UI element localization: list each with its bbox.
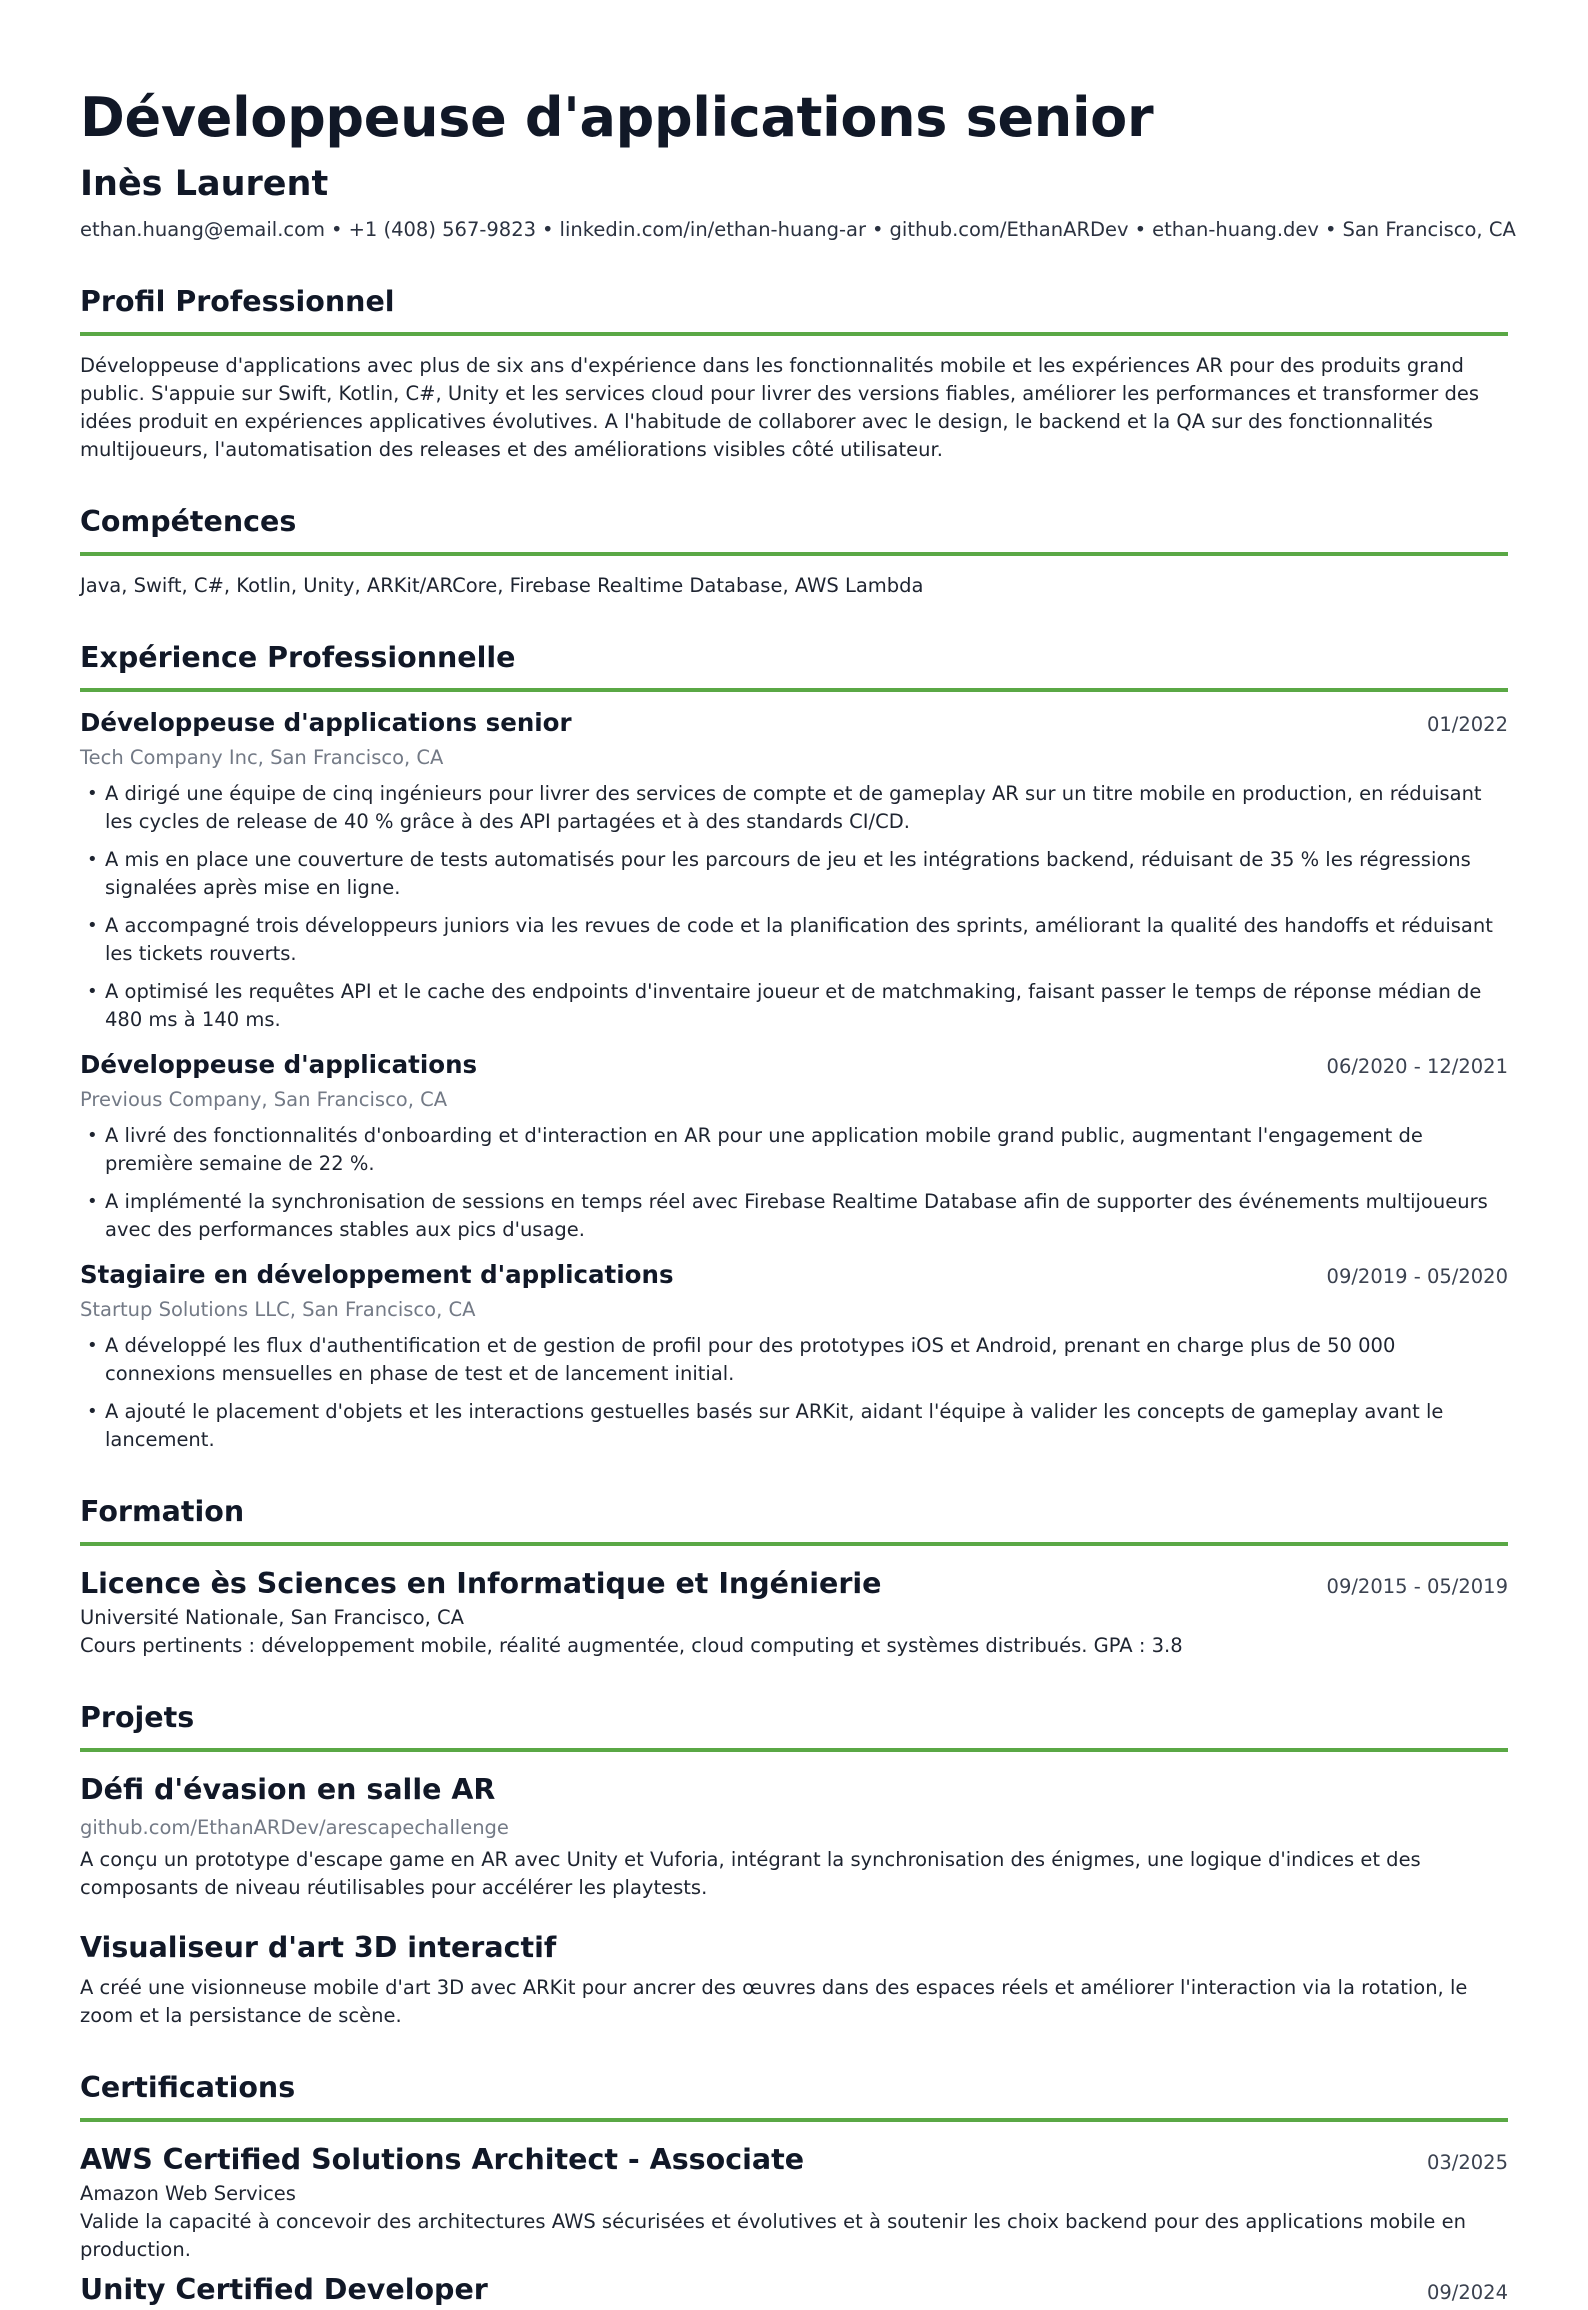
job-entry — [80, 706, 1508, 1034]
skills-section — [80, 502, 1508, 600]
job-bullets — [80, 1332, 1508, 1454]
page-title: Développeuse d'applications senior — [80, 86, 1154, 149]
section-heading: Expérience Professionnelle — [80, 641, 516, 674]
section-heading: Profil Professionnel — [80, 285, 395, 318]
education-details: Cours pertinents : développement mobile, réalité augmentée, cloud computing et systèmes distribués. GPA : 3.8 — [80, 1634, 1183, 1657]
resume-header — [80, 82, 1516, 244]
section-divider — [80, 332, 1508, 336]
contact-line — [80, 216, 1516, 244]
list-item — [80, 1188, 1508, 1244]
job-title: Stagiaire en développement d'applications — [80, 1260, 674, 1289]
contact-separator: • — [1324, 218, 1337, 241]
certification-date: 03/2025 — [1426, 2151, 1508, 2174]
job-date: 09/2019 - 05/2020 — [1326, 1265, 1508, 1288]
bullet-icon: • — [87, 849, 98, 870]
section-divider — [80, 1748, 1508, 1752]
project-title: Visualiseur d'art 3D interactif — [80, 1931, 557, 1964]
job-company: Previous Company, San Francisco, CA — [80, 1088, 448, 1111]
bullet-text: A mis en place une couverture de tests automatisés pour les parcours de jeu et les intégrations backend, réduisant de 35 % les régressions signalées après mise en ligne. — [105, 848, 1471, 899]
contact-phone[interactable]: +1 (408) 567-9823 — [348, 218, 537, 241]
education-section — [80, 1492, 1508, 1660]
project-entry — [80, 1928, 1508, 2030]
contact-separator: • — [542, 218, 554, 241]
job-date: 06/2020 - 12/2021 — [1326, 1055, 1508, 1078]
bullet-text: A développé les flux d'authentification et de gestion de profil pour des prototypes iOS et Android, prenant en charge plus de 50 000 connexions mensuelles en phase de test et de lancement initial. — [105, 1334, 1396, 1385]
project-description: A créé une visionneuse mobile d'art 3D avec ARKit pour ancrer des œuvres dans des espaces réels et améliorer l'interaction via la rotation, le zoom et la persistance de scène. — [80, 1976, 1468, 2027]
bullet-icon: • — [87, 981, 98, 1002]
contact-github[interactable]: github.com/EthanARDev — [889, 218, 1129, 241]
section-heading: Compétences — [80, 505, 297, 538]
certification-entry — [80, 2140, 1508, 2264]
bullet-icon: • — [87, 1125, 98, 1146]
list-item — [80, 780, 1508, 836]
job-bullets — [80, 1122, 1508, 1244]
bullet-text: A accompagné trois développeurs juniors via les revues de code et la planification des sprints, améliorant la qualité des handoffs et réduisant les tickets rouverts. — [105, 914, 1493, 965]
list-item — [80, 846, 1508, 902]
list-item — [80, 912, 1508, 968]
certification-issuer: Amazon Web Services — [80, 2182, 296, 2205]
job-company: Startup Solutions LLC, San Francisco, CA — [80, 1298, 476, 1321]
job-title: Développeuse d'applications senior — [80, 708, 572, 737]
bullet-icon: • — [87, 1335, 98, 1356]
contact-separator: • — [1134, 218, 1147, 241]
certification-title: Unity Certified Developer — [80, 2273, 488, 2306]
job-title: Développeuse d'applications — [80, 1050, 478, 1079]
contact-email[interactable]: ethan.huang@email.com — [80, 218, 326, 241]
section-divider — [80, 2118, 1508, 2122]
section-divider — [80, 552, 1508, 556]
certification-entry — [80, 2270, 1508, 2310]
project-link[interactable]: github.com/EthanARDev/arescapechallenge — [80, 1816, 509, 1839]
job-entry — [80, 1048, 1508, 1244]
education-date: 09/2015 - 05/2019 — [1326, 1575, 1508, 1598]
project-entry — [80, 1770, 1508, 1902]
certification-title: AWS Certified Solutions Architect - Associate — [80, 2143, 805, 2176]
education-entry — [80, 1564, 1508, 1660]
bullet-text: A dirigé une équipe de cinq ingénieurs pour livrer des services de compte et de gameplay AR sur un titre mobile en production, en réduisant les cycles de release de 40 % grâce à des API partagées et à des standards CI/CD. — [105, 782, 1482, 833]
section-heading: Projets — [80, 1701, 195, 1734]
job-bullets — [80, 780, 1508, 1034]
section-divider — [80, 688, 1508, 692]
profile-text: Développeuse d'applications avec plus de six ans d'expérience dans les fonctionnalités mobile et les expériences AR pour des produits grand public. S'appuie sur Swift, Kotlin, C#, Unity et les services cloud pour livrer des versions fiables, améliorer les performances et transformer des idées produit en expériences applicatives évolutives. A l'habitude de collaborer avec le design, le backend et la QA sur des fonctionnalités multijoueurs, l'automatisation des releases et des améliorations visibles côté utilisateur. — [80, 354, 1479, 461]
bullet-icon: • — [87, 915, 98, 936]
skills-text: Java, Swift, C#, Kotlin, Unity, ARKit/ARCore, Firebase Realtime Database, AWS Lambda — [80, 574, 924, 597]
contact-location: San Francisco, CA — [1342, 218, 1516, 241]
section-heading: Formation — [80, 1495, 245, 1528]
list-item — [80, 1332, 1508, 1388]
job-entry — [80, 1258, 1508, 1454]
contact-linkedin[interactable]: linkedin.com/in/ethan-huang-ar — [559, 218, 867, 241]
contact-website[interactable]: ethan-huang.dev — [1152, 218, 1319, 241]
profile-section — [80, 282, 1508, 464]
section-heading: Certifications — [80, 2071, 296, 2104]
projects-section — [80, 1698, 1508, 2030]
section-divider — [80, 1542, 1508, 1546]
bullet-text: A livré des fonctionnalités d'onboarding et d'interaction en AR pour une application mobile grand public, augmentant l'engagement de première semaine de 22 %. — [105, 1124, 1423, 1175]
candidate-name: Inès Laurent — [80, 164, 329, 204]
job-date: 01/2022 — [1426, 713, 1508, 736]
list-item — [80, 978, 1508, 1034]
bullet-text: A ajouté le placement d'objets et les interactions gestuelles basés sur ARKit, aidant l'équipe à valider les concepts de gameplay avant le lancement. — [105, 1400, 1444, 1451]
school-name: Université Nationale, San Francisco, CA — [80, 1606, 464, 1629]
list-item — [80, 1398, 1508, 1454]
bullet-icon: • — [87, 1191, 98, 1212]
experience-section — [80, 638, 1508, 1454]
contact-separator: • — [872, 218, 884, 241]
bullet-text: A implémenté la synchronisation de sessions en temps réel avec Firebase Realtime Database afin de supporter des événements multijoueurs avec des performances stables aux pics d'usage. — [105, 1190, 1488, 1241]
list-item — [80, 1122, 1508, 1178]
certifications-section — [80, 2068, 1508, 2310]
bullet-icon: • — [87, 1401, 98, 1422]
bullet-text: A optimisé les requêtes API et le cache des endpoints d'inventaire joueur et de matchmaking, faisant passer le temps de réponse médian de 480 ms à 140 ms. — [105, 980, 1482, 1031]
project-description: A conçu un prototype d'escape game en AR avec Unity et Vuforia, intégrant la synchronisation des énigmes, une logique d'indices et des composants de niveau réutilisables pour accélérer les playtests. — [80, 1848, 1421, 1899]
degree-title: Licence ès Sciences en Informatique et Ingénierie — [80, 1567, 882, 1600]
bullet-icon: • — [87, 783, 98, 804]
certification-date: 09/2024 — [1426, 2281, 1508, 2304]
contact-separator: • — [331, 218, 343, 241]
job-company: Tech Company Inc, San Francisco, CA — [80, 746, 444, 769]
certification-description: Valide la capacité à concevoir des architectures AWS sécurisées et évolutives et à soutenir les choix backend pour des applications mobile en production. — [80, 2210, 1466, 2261]
project-title: Défi d'évasion en salle AR — [80, 1773, 496, 1806]
